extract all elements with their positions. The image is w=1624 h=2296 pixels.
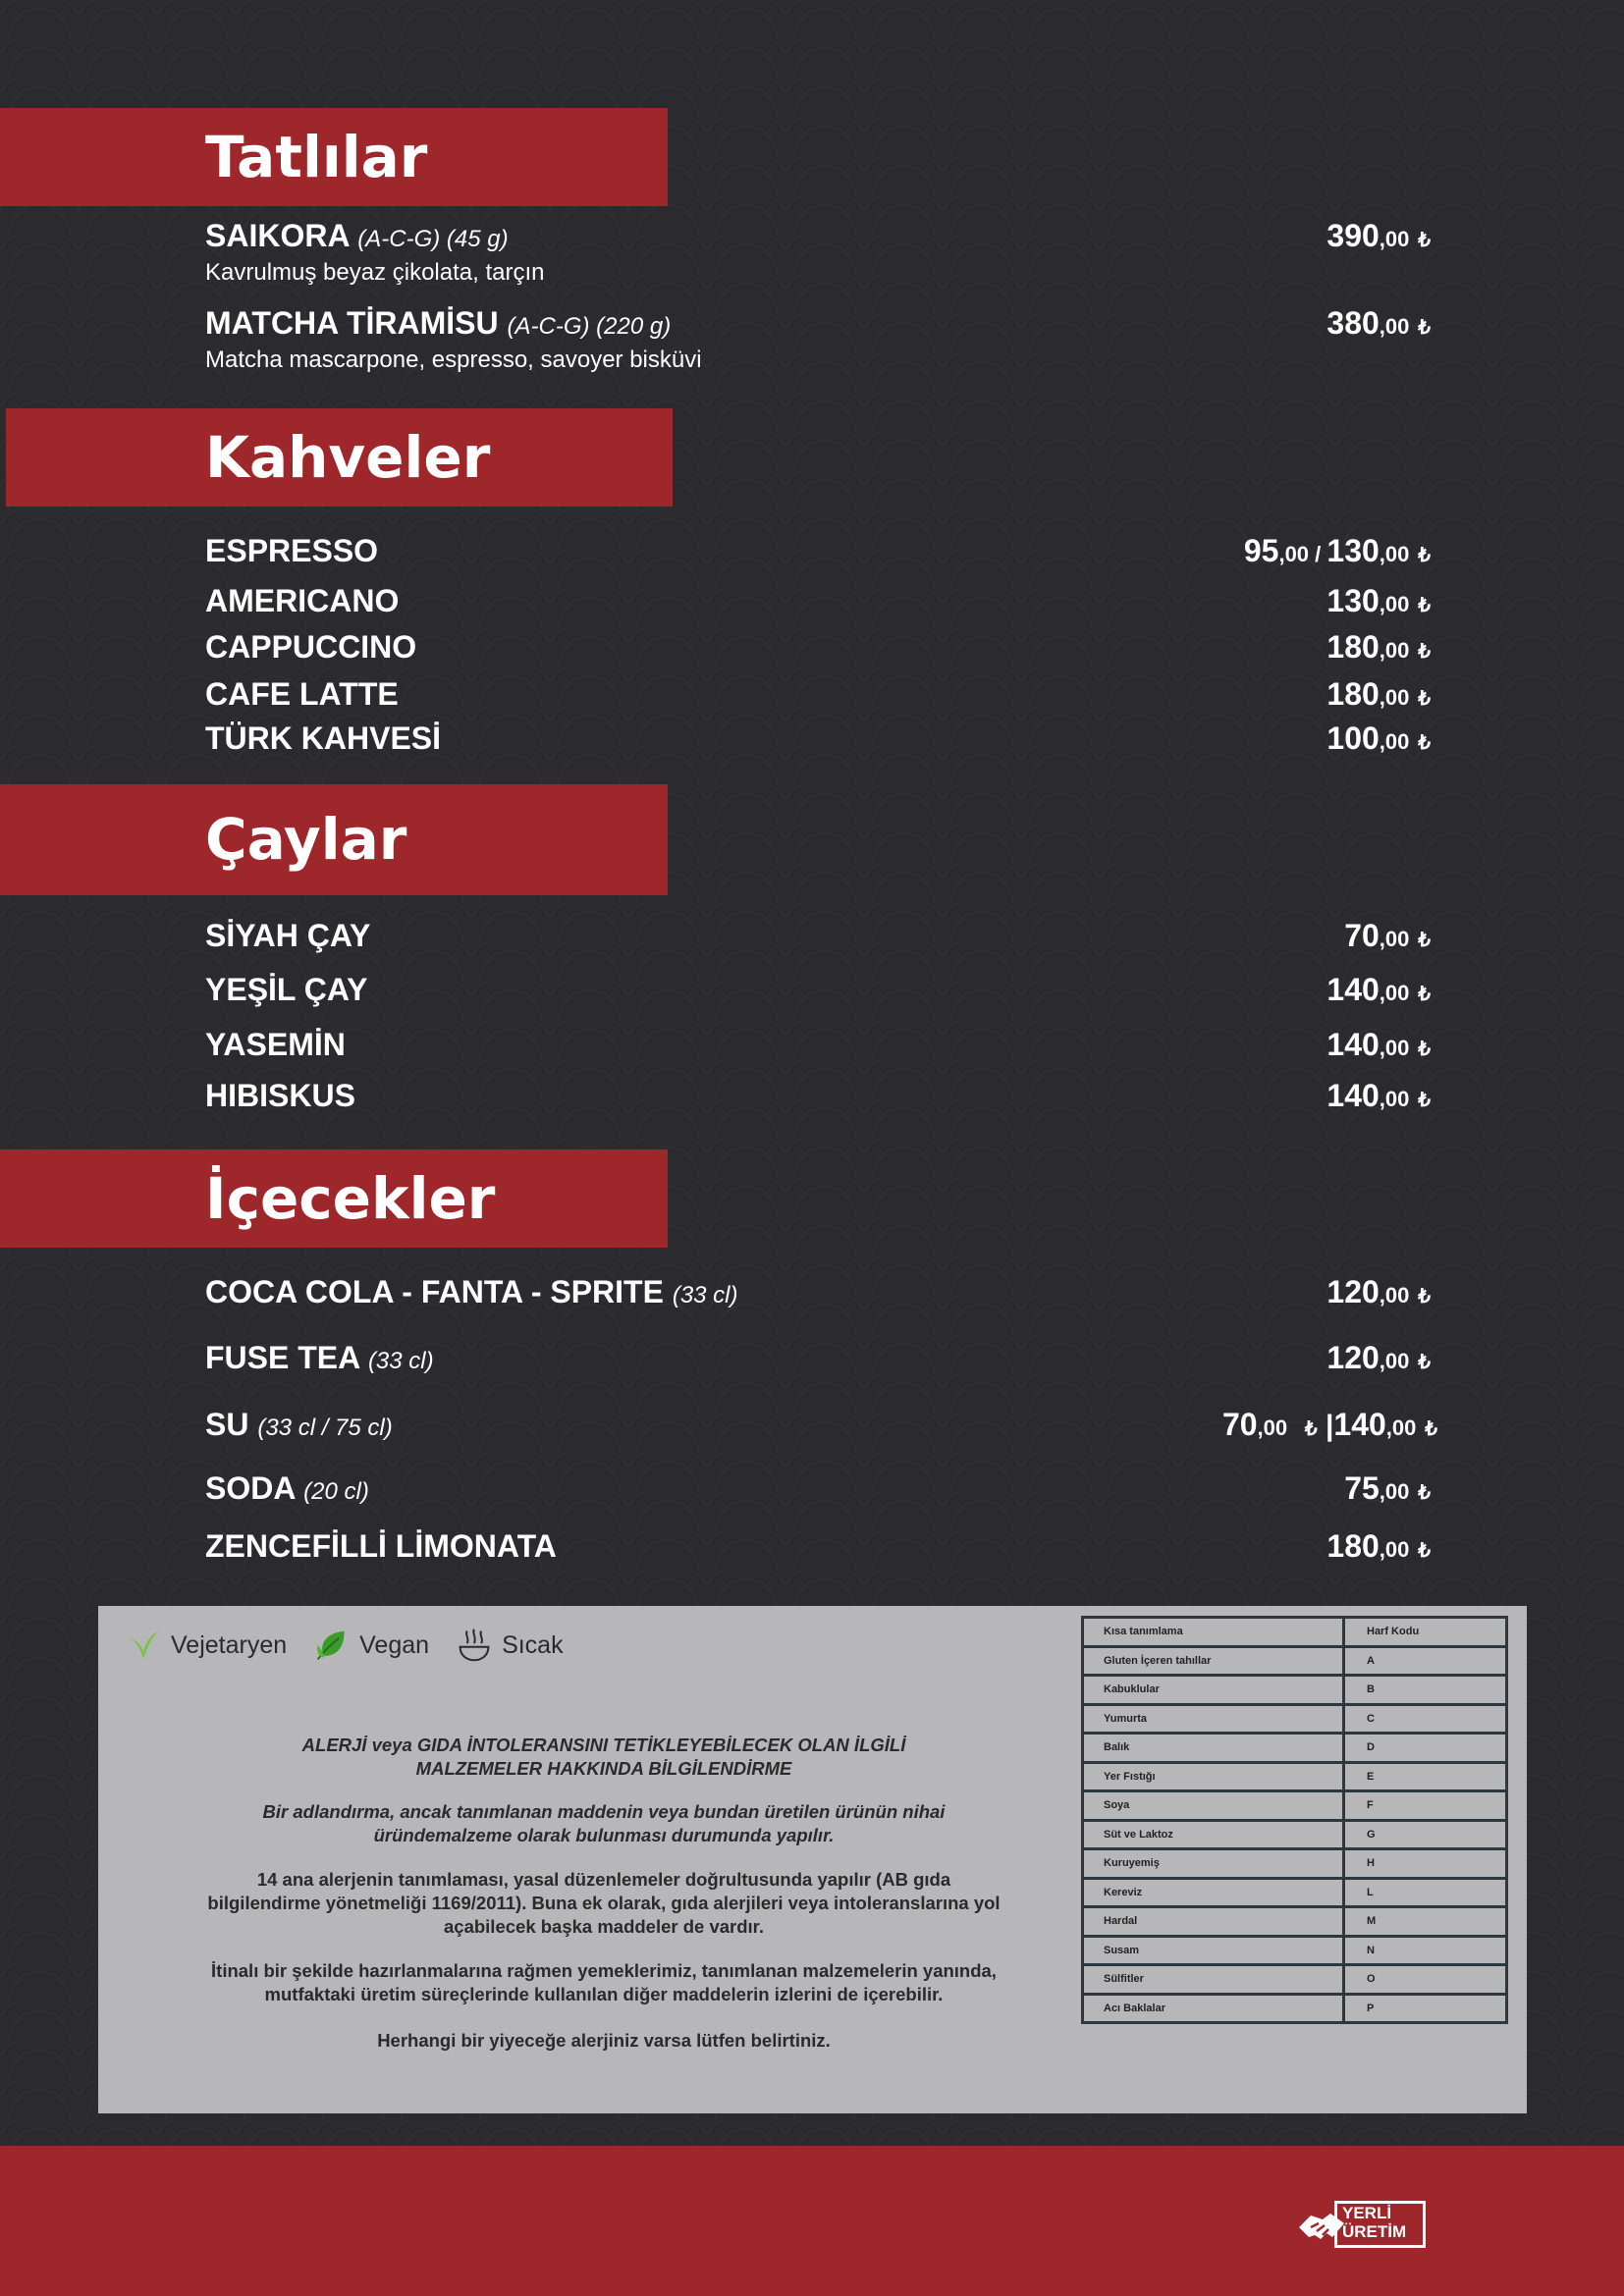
menu-item-price [1326, 721, 1431, 757]
leaf-filled-icon [314, 1628, 350, 1663]
menu-item-name [205, 218, 509, 254]
price-main: 70 [1221, 1407, 1258, 1442]
table-row [1083, 1762, 1507, 1791]
currency-symbol: ₺ [1418, 1039, 1431, 1060]
allergen-code: F [1344, 1791, 1507, 1821]
item-meta: (33 cl) [672, 1282, 738, 1308]
price-main: 380 [1326, 305, 1380, 341]
menu-item-price [1326, 972, 1431, 1008]
currency-symbol: ₺ [1418, 1540, 1431, 1562]
menu-item-name [205, 305, 671, 342]
menu-item-name: TÜRK KAHVESİ [205, 721, 442, 756]
price-decimal: ,00 [1379, 227, 1410, 251]
allergen-code: G [1344, 1820, 1507, 1849]
currency-symbol: ₺ [1418, 595, 1431, 616]
menu-item-price [1326, 676, 1431, 713]
table-row [1083, 1965, 1507, 1995]
menu-item-description: Kavrulmuş beyaz çikolata, tarçın [205, 259, 545, 286]
price-main: 390 [1326, 218, 1380, 253]
item-meta: (33 cl) [367, 1348, 434, 1374]
item-meta: (33 cl / 75 cl) [257, 1415, 393, 1441]
allergen-code: D [1344, 1734, 1507, 1763]
item-name: COCA COLA - FANTA - SPRITE [205, 1274, 664, 1309]
menu-item-name [205, 1274, 738, 1310]
allergen-code: N [1344, 1936, 1507, 1965]
price-main: 100 [1326, 721, 1380, 756]
diet-legend [126, 1628, 581, 1663]
menu-item-name [205, 1407, 393, 1443]
table-row [1083, 1734, 1507, 1763]
allergen-code: P [1344, 1994, 1507, 2023]
allergen-table [1081, 1616, 1508, 2024]
allergen-code: C [1344, 1704, 1507, 1734]
price-decimal: ,00 [1278, 542, 1310, 566]
table-row [1083, 1907, 1507, 1937]
allergen-name: Yer Fıstığı [1083, 1762, 1344, 1791]
price-decimal: ,00 [1379, 685, 1410, 710]
item-name: MATCHA TİRAMİSU [205, 305, 499, 341]
menu-item-price [1326, 1340, 1431, 1376]
currency-symbol: ₺ [1418, 930, 1431, 951]
item-name: ZENCEFİLLİ LİMONATA [205, 1528, 557, 1564]
menu-item-price [1326, 1274, 1431, 1310]
currency-symbol: ₺ [1418, 984, 1431, 1005]
currency-symbol: ₺ [1418, 732, 1431, 754]
notice-paragraph [113, 2029, 1095, 2053]
allergen-code: O [1344, 1965, 1507, 1995]
menu-item-price [1326, 1027, 1431, 1063]
table-header-cell: Harf Kodu [1344, 1618, 1507, 1647]
notice-line: mutfaktaki üretim süreçlerinde kullanılan diğer maddelerin izlerini de içerebilir. [264, 1984, 944, 2004]
price-main: 70 [1344, 918, 1380, 953]
notice-line: Bir adlandırma, ancak tanımlanan maddenin veya bundan üretilen ürünün nihai [262, 1801, 946, 1822]
yerli-uretim-logo [1297, 2198, 1432, 2251]
menu-item-price [1326, 629, 1431, 666]
currency-symbol: ₺ [1418, 688, 1431, 710]
allergen-code: E [1344, 1762, 1507, 1791]
table-row [1083, 1849, 1507, 1879]
table-row [1083, 1704, 1507, 1734]
menu-item-name: YASEMİN [205, 1027, 346, 1062]
price-decimal: ,00 [1379, 542, 1410, 566]
currency-symbol: ₺ [1418, 1090, 1431, 1111]
notice-paragraph [113, 1800, 1095, 1847]
allergen-code: M [1344, 1907, 1507, 1937]
item-name: SU [205, 1407, 249, 1442]
menu-item-price [1344, 1470, 1431, 1507]
allergen-code: A [1344, 1646, 1507, 1676]
section-title: İçecekler [205, 1165, 496, 1232]
section-title: Kahveler [205, 424, 491, 491]
price-main: 140 [1333, 1407, 1386, 1442]
menu-item-description: Matcha mascarpone, espresso, savoyer bisküvi [205, 347, 702, 373]
allergen-name: Kuruyemiş [1083, 1849, 1344, 1879]
price-separator: | [1317, 1410, 1334, 1442]
table-row [1083, 1791, 1507, 1821]
notice-line: bilgilendirme yönetmeliği 1169/2011). Buna ek olarak, gıda alerjileri veya intoleranslarına yol [207, 1893, 1001, 1913]
menu-item-price [1326, 1078, 1431, 1114]
allergen-name: Süt ve Laktoz [1083, 1820, 1344, 1849]
menu-item-name: CAFE LATTE [205, 676, 399, 712]
allergen-code: L [1344, 1878, 1507, 1907]
menu-item-name: CAPPUCCINO [205, 629, 417, 665]
menu-item-name: SİYAH ÇAY [205, 918, 371, 953]
price-main: 130 [1326, 533, 1380, 568]
price-main: 120 [1326, 1274, 1380, 1309]
currency-symbol: ₺ [1418, 641, 1431, 663]
price-main: 140 [1326, 972, 1380, 1007]
price-main: 180 [1326, 1528, 1380, 1564]
notice-line: üründemalzeme olarak bulunması durumunda yapılır. [373, 1825, 835, 1845]
notice-line: açabilecek başka maddeler de vardır. [444, 1916, 764, 1937]
price-decimal: ,00 [1385, 1415, 1417, 1440]
allergen-name: Yumurta [1083, 1704, 1344, 1734]
currency-symbol: ₺ [1418, 230, 1431, 251]
menu-item-name: AMERICANO [205, 583, 400, 618]
currency-symbol: ₺ [1418, 317, 1431, 339]
section-banner-tatlilar [0, 108, 668, 206]
menu-item-price [1326, 305, 1431, 342]
allergen-name: Kabuklular [1083, 1676, 1344, 1705]
notice-paragraph [113, 1959, 1095, 2006]
menu-item-name: HIBISKUS [205, 1078, 355, 1113]
menu-item-price [1244, 533, 1431, 569]
logo-line: ÜRETİM [1342, 2222, 1407, 2241]
price-main: 95 [1243, 533, 1279, 568]
table-row [1083, 1878, 1507, 1907]
allergen-name: Hardal [1083, 1907, 1344, 1937]
allergen-name: Balık [1083, 1734, 1344, 1763]
price-main: 140 [1326, 1078, 1380, 1113]
item-name: SAIKORA [205, 218, 350, 253]
item-meta: (A-C-G) (220 g) [507, 313, 672, 340]
currency-symbol: ₺ [1418, 1482, 1431, 1504]
footer-bar [0, 2146, 1624, 2296]
section-banner-kahveler [6, 408, 673, 507]
menu-item-name [205, 1340, 434, 1376]
menu-item-name: YEŞİL ÇAY [205, 972, 368, 1007]
menu-item-price [1326, 1528, 1431, 1565]
notice-line: 14 ana alerjenin tanımlaması, yasal düzenlemeler doğrultusunda yapılır (AB gıda [256, 1869, 951, 1890]
currency-symbol: ₺ [1425, 1418, 1437, 1440]
allergen-info-panel [98, 1606, 1527, 2113]
notice-line: Herhangi bir yiyeceğe alerjiniz varsa lütfen belirtiniz. [377, 2030, 831, 2051]
currency-symbol: ₺ [1418, 545, 1431, 566]
price-main: 180 [1326, 676, 1380, 712]
section-title: Tatlılar [205, 124, 428, 190]
price-decimal: ,00 [1379, 927, 1410, 951]
menu-item-price [1326, 583, 1431, 619]
table-header-cell: Kısa tanımlama [1083, 1618, 1344, 1647]
price-decimal: ,00 [1379, 1479, 1410, 1504]
leaf-outline-icon [126, 1628, 161, 1663]
section-banner-icecekler [0, 1149, 668, 1248]
menu-item-price [1326, 218, 1431, 254]
table-row [1083, 1936, 1507, 1965]
section-title: Çaylar [205, 806, 407, 873]
item-meta: (20 cl) [303, 1478, 369, 1505]
allergen-name: Kereviz [1083, 1878, 1344, 1907]
price-main: 180 [1326, 629, 1380, 665]
table-row [1083, 1676, 1507, 1705]
price-decimal: ,00 [1379, 1036, 1410, 1060]
notice-heading-line: MALZEMELER HAKKINDA BİLGİLENDİRME [415, 1758, 792, 1779]
vegan-label: Vegan [359, 1630, 430, 1659]
table-row [1083, 1820, 1507, 1849]
logo-line: YERLİ [1342, 2204, 1392, 2222]
price-decimal: ,00 [1379, 1087, 1410, 1111]
table-header-row [1083, 1618, 1507, 1647]
price-decimal: ,00 [1379, 638, 1410, 663]
menu-item-name [205, 1528, 557, 1565]
menu-item-price [1344, 918, 1431, 954]
price-separator: / [1309, 542, 1327, 566]
menu-item-name: ESPRESSO [205, 533, 379, 568]
price-decimal: ,00 [1379, 729, 1410, 754]
notice-line: İtinalı bir şekilde hazırlanmalarına rağmen yemeklerimiz, tanımlanan malzemelerin yanında, [211, 1960, 997, 1981]
currency-symbol: ₺ [1418, 1286, 1431, 1308]
price-main: 140 [1326, 1027, 1380, 1062]
price-main: 75 [1344, 1470, 1380, 1506]
item-name: SODA [205, 1470, 296, 1506]
menu-item-name [205, 1470, 369, 1507]
price-decimal: ,00 [1379, 1349, 1410, 1373]
price-decimal: ,00 [1379, 592, 1410, 616]
hot-label: Sıcak [502, 1630, 564, 1659]
allergen-code: B [1344, 1676, 1507, 1705]
section-banner-caylar [0, 784, 668, 895]
allergen-name: Gluten İçeren tahıllar [1083, 1646, 1344, 1676]
allergen-name: Soya [1083, 1791, 1344, 1821]
table-row [1083, 1646, 1507, 1676]
price-decimal: ,00 [1257, 1415, 1288, 1440]
notice-heading-line: ALERJİ veya GIDA İNTOLERANSINI TETİKLEYEBİLECEK OLAN İLGİLİ [301, 1735, 906, 1755]
currency-symbol: ₺ [1418, 1352, 1431, 1373]
price-decimal: ,00 [1379, 981, 1410, 1005]
allergen-code: H [1344, 1849, 1507, 1879]
steam-bowl-icon [457, 1628, 492, 1663]
price-main: 130 [1326, 583, 1380, 618]
allergen-name: Susam [1083, 1936, 1344, 1965]
currency-symbol: ₺ [1304, 1418, 1318, 1440]
table-row [1083, 1994, 1507, 2023]
item-name: FUSE TEA [205, 1340, 360, 1375]
item-meta: (A-C-G) (45 g) [357, 226, 509, 252]
notice-paragraph [113, 1868, 1095, 1939]
price-decimal: ,00 [1379, 1537, 1410, 1562]
allergen-name: Sülfitler [1083, 1965, 1344, 1995]
price-main: 120 [1326, 1340, 1380, 1375]
logo-text [1342, 2204, 1406, 2241]
menu-item-price [1222, 1407, 1437, 1443]
price-decimal: ,00 [1379, 1283, 1410, 1308]
price-decimal: ,00 [1379, 314, 1410, 339]
allergen-name: Acı Baklalar [1083, 1994, 1344, 2023]
notice-heading [113, 1734, 1095, 1781]
vegetarian-label: Vejetaryen [171, 1630, 288, 1659]
